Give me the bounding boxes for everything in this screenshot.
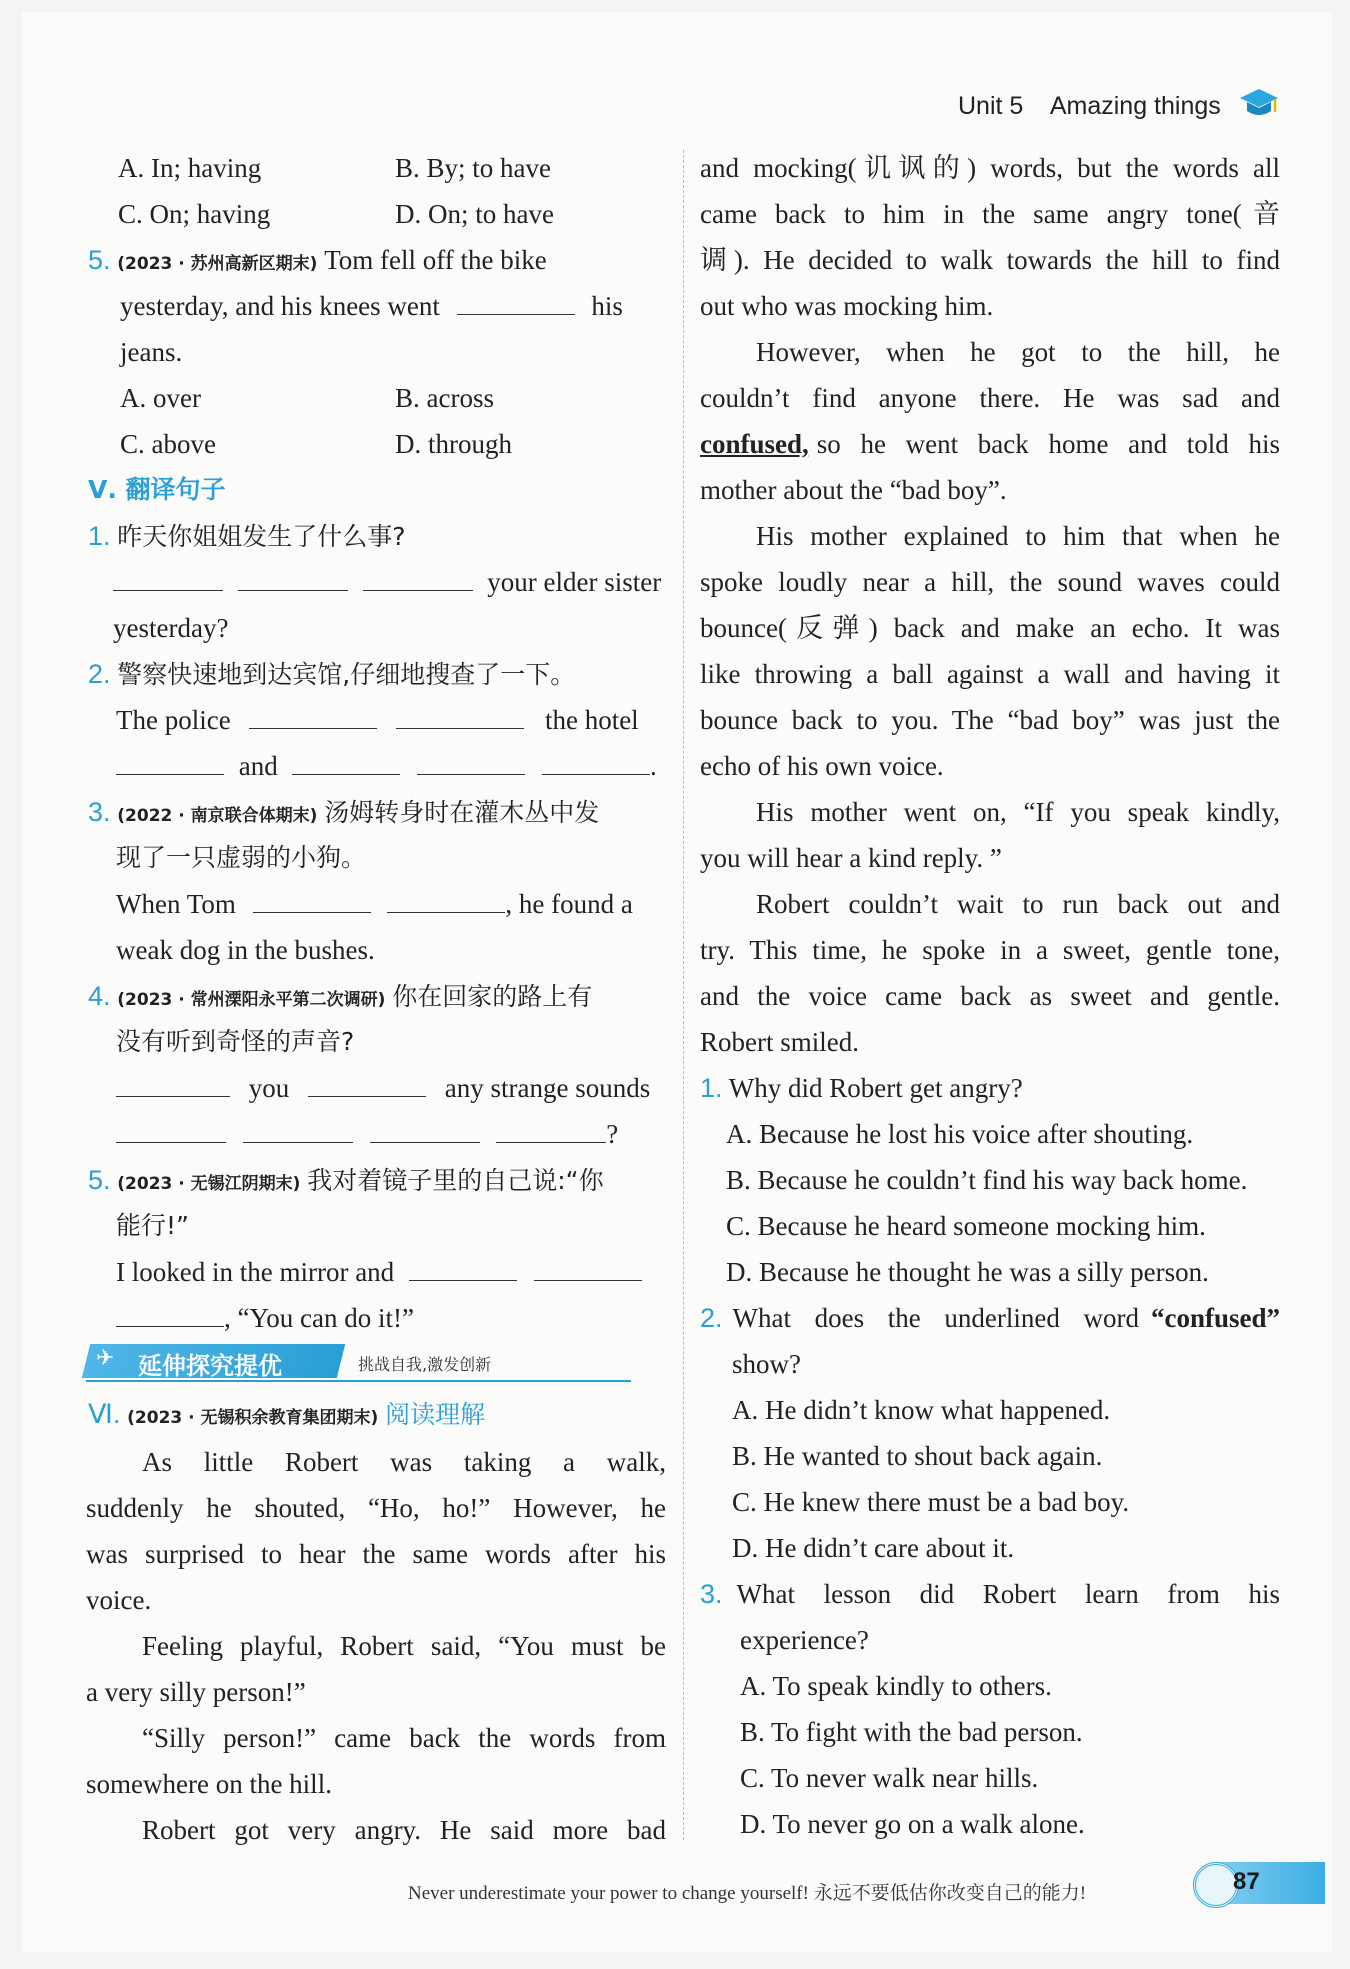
t5-chinese: 我对着镜子里的自己说:“你 [307, 1166, 604, 1195]
right-passage-line-17: Robert couldn’t wait to run back out and [756, 889, 1280, 919]
rq1-stem [700, 1070, 1023, 1106]
rq1-option-d[interactable]: D. Because he thought he was a silly person. [726, 1257, 1209, 1287]
section-6-title: 阅读理解 [385, 1400, 486, 1429]
t2-text-d: . [649, 751, 657, 781]
column-divider [683, 150, 684, 1840]
rq2-option-c[interactable]: C. He knew there must be a bad boy. [732, 1487, 1130, 1517]
t5-blank-2[interactable] [534, 1256, 642, 1281]
t3-blank-1[interactable] [253, 888, 371, 913]
right-passage-line-16: you will hear a kind reply. ” [700, 843, 1002, 873]
banner-subtitle: 挑战自我,激发创新 [358, 1355, 492, 1374]
t2-blank-4[interactable] [292, 750, 400, 775]
left-passage-line-6: a very silly person!” [86, 1677, 306, 1707]
right-passage-line-15: His mother went on, “If you speak kindly, [756, 797, 1280, 827]
right-passage-line-18: try. This time, he spoke in a sweet, gentle tone, [700, 935, 1280, 965]
t2-blank-6[interactable] [542, 750, 650, 775]
q5-line2-text: yesterday, and his knees went [120, 291, 440, 321]
right-passage-line-10: spoke loudly near a hill, the sound waves could [700, 567, 1280, 597]
t4-answer-line2 [116, 1116, 618, 1152]
t2-blank-1[interactable] [249, 704, 377, 729]
left-passage-line-5: Feeling playful, Robert said, “You must be [142, 1631, 666, 1661]
q5-option-c[interactable]: C. above [120, 429, 216, 459]
t1-text: your elder sister [487, 567, 662, 597]
rq3-option-c[interactable]: C. To never walk near hills. [740, 1763, 1039, 1793]
t4-text-c: ? [606, 1119, 619, 1149]
t4-number: 4. [88, 981, 111, 1011]
t5-chinese-2: 能行!” [116, 1211, 189, 1240]
right-passage-line-7 [700, 426, 1280, 462]
right-passage-line-6: couldn’t find anyone there. He was sad and [700, 383, 1280, 413]
t4-text-a: you [248, 1073, 290, 1103]
rq2-option-a[interactable]: A. He didn’t know what happened. [732, 1395, 1111, 1425]
t3-blank-2[interactable] [387, 888, 505, 913]
t2-answer-line1 [116, 702, 639, 738]
t5-answer-line1 [116, 1254, 642, 1290]
t4-blank-5[interactable] [370, 1118, 480, 1143]
t2-prompt [88, 656, 575, 693]
t3-chinese: 汤姆转身时在灌木丛中发 [324, 798, 600, 827]
t1-blank-3[interactable] [363, 566, 473, 591]
rq3-stem [700, 1576, 1280, 1612]
confused-word: confused, [700, 429, 809, 459]
left-passage-line-7: “Silly person!” came back the words from [142, 1723, 666, 1753]
right-passage-line-12: like throwing a ball against a wall and having it [700, 659, 1280, 689]
graduation-cap-icon [1238, 86, 1280, 127]
t4-blank-2[interactable] [308, 1072, 426, 1097]
t5-blank-3[interactable] [116, 1302, 224, 1327]
t3-prompt [88, 794, 599, 834]
t5-answer-line2 [116, 1300, 414, 1336]
banner-title: 延伸探究提优 [138, 1352, 282, 1380]
rq3-option-d[interactable]: D. To never go on a walk alone. [740, 1809, 1085, 1839]
rq2-stem [700, 1300, 1280, 1336]
q5-option-d[interactable]: D. through [395, 429, 512, 459]
right-passage-line-7-text: so he went back home and told his [816, 429, 1280, 459]
t5-blank-1[interactable] [409, 1256, 517, 1281]
right-passage-line-19: and the voice came back as sweet and gentle. [700, 981, 1280, 1011]
t5-source: (2023 · 无锡江阴期末) [117, 1174, 301, 1194]
rq3-option-a[interactable]: A. To speak kindly to others. [740, 1671, 1052, 1701]
t2-chinese: 警察快速地到达宾馆,仔细地搜查了一下。 [117, 660, 576, 689]
q5-line2 [120, 288, 623, 324]
t2-text-c: and [238, 751, 278, 781]
t1-number: 1. [88, 521, 111, 551]
t1-chinese: 昨天你姐姐发生了什么事? [117, 522, 406, 551]
section-6-header [88, 1396, 485, 1436]
t2-number: 2. [88, 659, 111, 689]
t5-text-a: I looked in the mirror and [116, 1257, 395, 1287]
rq3-number: 3. [700, 1579, 723, 1609]
rq1-option-b[interactable]: B. Because he couldn’t find his way back home. [726, 1165, 1248, 1195]
right-passage-line-14: echo of his own voice. [700, 751, 944, 781]
rq2-option-b[interactable]: B. He wanted to shout back again. [732, 1441, 1103, 1471]
q4-option-d[interactable]: D. On; to have [395, 199, 554, 229]
rq1-text: Why did Robert get angry? [728, 1073, 1023, 1103]
left-passage-line-3: was surprised to hear the same words after his [86, 1539, 666, 1569]
footer-motto: Never underestimate your power to change yourself! 永远不要低估你改变自己的能力! [408, 1883, 1087, 1904]
t4-blank-4[interactable] [243, 1118, 353, 1143]
t5-number: 5. [88, 1165, 111, 1195]
left-passage-line-8: somewhere on the hill. [86, 1769, 332, 1799]
t4-text-b: any strange sounds [444, 1073, 651, 1103]
t3-chinese-2: 现了一只虚弱的小狗。 [116, 843, 367, 872]
t4-prompt [88, 978, 592, 1018]
extension-banner [86, 1340, 631, 1382]
right-passage-line-8: mother about the “bad boy”. [700, 475, 1007, 505]
q5-line2-end: his [591, 291, 623, 321]
rq2-number: 2. [700, 1303, 723, 1333]
rq1-option-a[interactable]: A. Because he lost his voice after shouting. [726, 1119, 1194, 1149]
rq2-text: What does the underlined word [732, 1303, 1139, 1333]
q5-stem [88, 242, 547, 282]
t5-prompt [88, 1162, 604, 1202]
q4-option-a[interactable]: A. In; having [118, 153, 262, 183]
t1-line2: yesterday? [113, 613, 229, 643]
left-passage-line-9: Robert got very angry. He said more bad [142, 1815, 666, 1845]
t3-number: 3. [88, 797, 111, 827]
rq3-option-b[interactable]: B. To fight with the bad person. [740, 1717, 1083, 1747]
t2-blank-3[interactable] [116, 750, 224, 775]
right-passage-line-4: out who was mocking him. [700, 291, 994, 321]
q5-line3: jeans. [120, 337, 183, 367]
q4-option-b[interactable]: B. By; to have [395, 153, 551, 183]
right-passage-line-13: bounce back to you. The “bad boy” was just the [700, 705, 1280, 735]
t1-prompt [88, 518, 406, 555]
right-passage-line-1: and mocking(讥讽的) words, but the words all [700, 153, 1280, 183]
unit-title: Amazing things [1049, 92, 1221, 120]
rq2-stem-2: show? [732, 1349, 801, 1379]
right-passage-line-3: 调). He decided to walk towards the hill to find [700, 245, 1280, 275]
t3-source: (2022 · 南京联合体期末) [117, 806, 318, 826]
q5-option-b[interactable]: B. across [395, 383, 494, 413]
q5-number: 5. [88, 245, 111, 275]
t3-line2: weak dog in the bushes. [116, 935, 375, 965]
t4-blank-6[interactable] [496, 1118, 606, 1143]
q5-blank[interactable] [457, 290, 575, 315]
t5-text-b: , “You can do it!” [224, 1303, 414, 1333]
rq3-text: What lesson did Robert learn from his [736, 1579, 1280, 1609]
t4-blank-3[interactable] [116, 1118, 226, 1143]
t4-chinese-2: 没有听到奇怪的声音? [116, 1027, 355, 1056]
t2-answer-line2 [116, 748, 657, 784]
t3-answer-line [116, 886, 633, 922]
q5-line1: Tom fell off the bike [324, 245, 547, 275]
t1-answer-line [113, 564, 661, 600]
rq2-option-d[interactable]: D. He didn’t care about it. [732, 1533, 1015, 1563]
t3-text-b: , he found a [505, 889, 633, 919]
rq2-word: “confused” [1150, 1303, 1280, 1333]
q5-source: (2023 · 苏州高新区期末) [117, 254, 318, 274]
rocket-icon: ✈ [96, 1346, 115, 1371]
right-passage-line-9: His mother explained to him that when he [756, 521, 1280, 551]
rq3-stem-2: experience? [740, 1625, 869, 1655]
unit-label: Unit 5 [958, 92, 1024, 120]
page-number-tab [1195, 1862, 1325, 1904]
t4-blank-1[interactable] [116, 1072, 230, 1097]
q5-option-a[interactable]: A. over [120, 383, 201, 413]
section-5-title: Ⅴ. 翻译句子 [88, 475, 226, 504]
t2-blank-2[interactable] [396, 704, 524, 729]
left-passage-line-1: As little Robert was taking a walk, [142, 1447, 666, 1477]
rq1-number: 1. [700, 1073, 723, 1103]
section-6-number: Ⅵ. [88, 1399, 121, 1429]
t2-blank-5[interactable] [417, 750, 525, 775]
t4-chinese: 你在回家的路上有 [392, 982, 593, 1011]
left-passage-line-4: voice. [86, 1585, 152, 1615]
left-passage-line-2: suddenly he shouted, “Ho, ho!” However, he [86, 1493, 666, 1523]
t2-text-b: the hotel [544, 705, 639, 735]
t4-source: (2023 · 常州溧阳永平第二次调研) [117, 990, 386, 1010]
right-passage-line-20: Robert smiled. [700, 1027, 859, 1057]
unit-header [958, 92, 1221, 121]
rq1-option-c[interactable]: C. Because he heard someone mocking him. [726, 1211, 1206, 1241]
section-6-source: (2023 · 无锡积余教育集团期末) [127, 1408, 379, 1428]
right-passage-line-5: However, when he got to the hill, he [756, 337, 1280, 367]
t1-blank-2[interactable] [238, 566, 348, 591]
right-passage-line-11: bounce(反弹) back and make an echo. It was [700, 613, 1280, 643]
right-passage-line-2: came back to him in the same angry tone(音 [700, 199, 1280, 229]
q4-option-c[interactable]: C. On; having [118, 199, 271, 229]
t4-answer-line1 [116, 1070, 650, 1106]
t1-blank-1[interactable] [113, 566, 223, 591]
t2-text-a: The police [116, 705, 231, 735]
page-number: 87 [1233, 1868, 1260, 1895]
t3-text-a: When Tom [116, 889, 236, 919]
